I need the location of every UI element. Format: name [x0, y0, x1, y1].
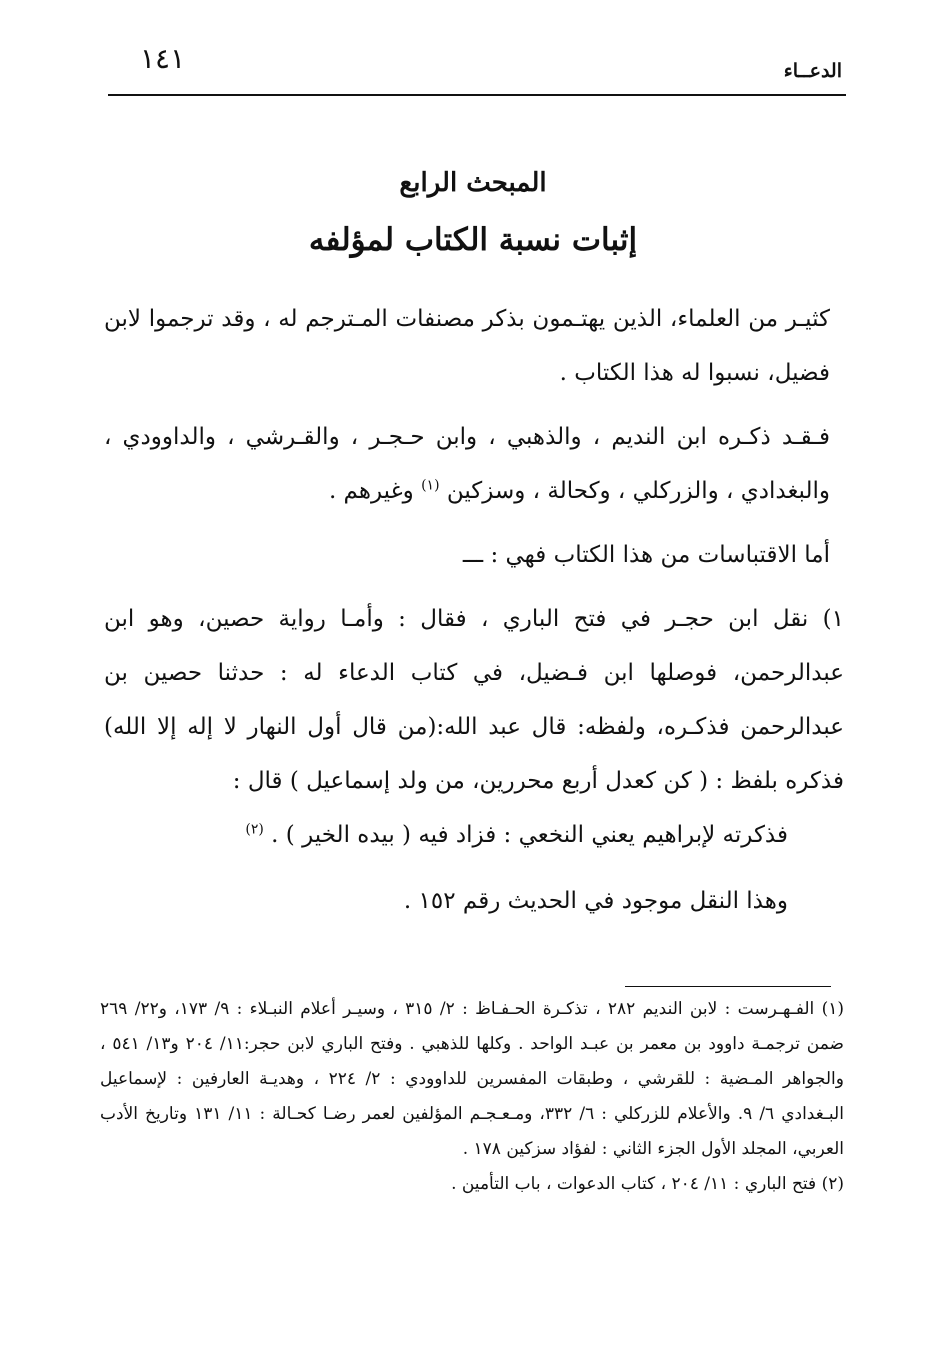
footnote-marker-1: (١)	[421, 477, 440, 494]
list-item-1: ١) نقل ابن حجـر في فتح الباري ، فقال : وأمـا رواية حصين، وهو ابن عبدالرحمن، فوصلها ابن فـضيل، في كتاب الدعاء له : حدثنا حصين بن عبدالرحمن فذكـره، ولفظه: قال عبد الله:(من قال أول النهار لا إله إلا الله) فذكره بلفظ : ( كن كعدل أربع محررين، من ولد إسماعيل ) قال :	[104, 606, 844, 794]
section-label: المبحث الرابع	[399, 168, 547, 198]
footnotes	[100, 992, 844, 1202]
list-item-1-reference: وهذا النقل موجود في الحديث رقم ١٥٢ .	[403, 888, 788, 914]
continuation-text: فذكرته لإبراهيم يعني النخعي : فزاد فيه ( بيده الخير ) .	[271, 822, 788, 848]
paragraph-2	[104, 410, 844, 518]
section-title: إثبات نسبة الكتاب لمؤلفه	[308, 222, 638, 258]
paragraph-2-end: وغيرهم .	[328, 478, 414, 504]
paragraph-3: أما الاقتباسات من هذا الكتاب فهي : ـــ	[462, 542, 830, 568]
footnote-2: (٢) فتح الباري : ١١/ ٢٠٤ ، كتاب الدعوات ، باب التأمين .	[451, 1174, 844, 1194]
main-text	[104, 292, 844, 928]
running-title: الدعــاء	[783, 60, 842, 82]
footnote-rule	[625, 986, 831, 987]
footnote-1: (١) الفـهـرست : لابن النديم ٢٨٢ ، تذكـرة الحـفـاظ : ٢/ ٣١٥ ، وسيـر أعلام النبـلاء : ٩/ ١٧٣، و٢٢/ ٢٦٩ ضمن ترجمـة داوود بن معمر بن عبـد الواحد . وكلها للذهبي . وفتح الباري لابن حجر:١١/ ٢٠٤ و١٣/ ٥٤١ ، والجواهر المـضية : للقرشي ، وطبقات المفسرين للداوودي : ٢/ ٢٢٤ ، وهديـة العارفين : لإسماعيل البـغدادي ٦/ ٩. والأعلام للزركلي : ٦/ ٣٣٢، ومـعـجـم المؤلفين لعمر رضـا كحـالة : ١١/ ١٣١ وتاريخ الأدب العربي، المجلد الأول الجزء الثاني : لفؤاد سزكين ١٧٨ .	[100, 999, 844, 1159]
footnote-marker-2: (٢)	[245, 821, 264, 838]
paragraph-2-text: فـقـد ذكـره ابن النديم ، والذهبي ، وابن حـجـر ، والقـرشي ، والداوودي ، والبغدادي ، والزركلي ، وكحالة ، وسزكين	[104, 424, 830, 504]
list-item-1-continuation	[104, 808, 844, 862]
paragraph-1: كثيـر من العلماء، الذين يهتـمون بذكر مصنفات المـترجم له ، وقد ترجموا لابن فضيل، نسبوا له هذا الكتاب .	[104, 306, 830, 386]
page-number: ١٤١	[140, 42, 186, 75]
header-rule	[108, 94, 846, 96]
